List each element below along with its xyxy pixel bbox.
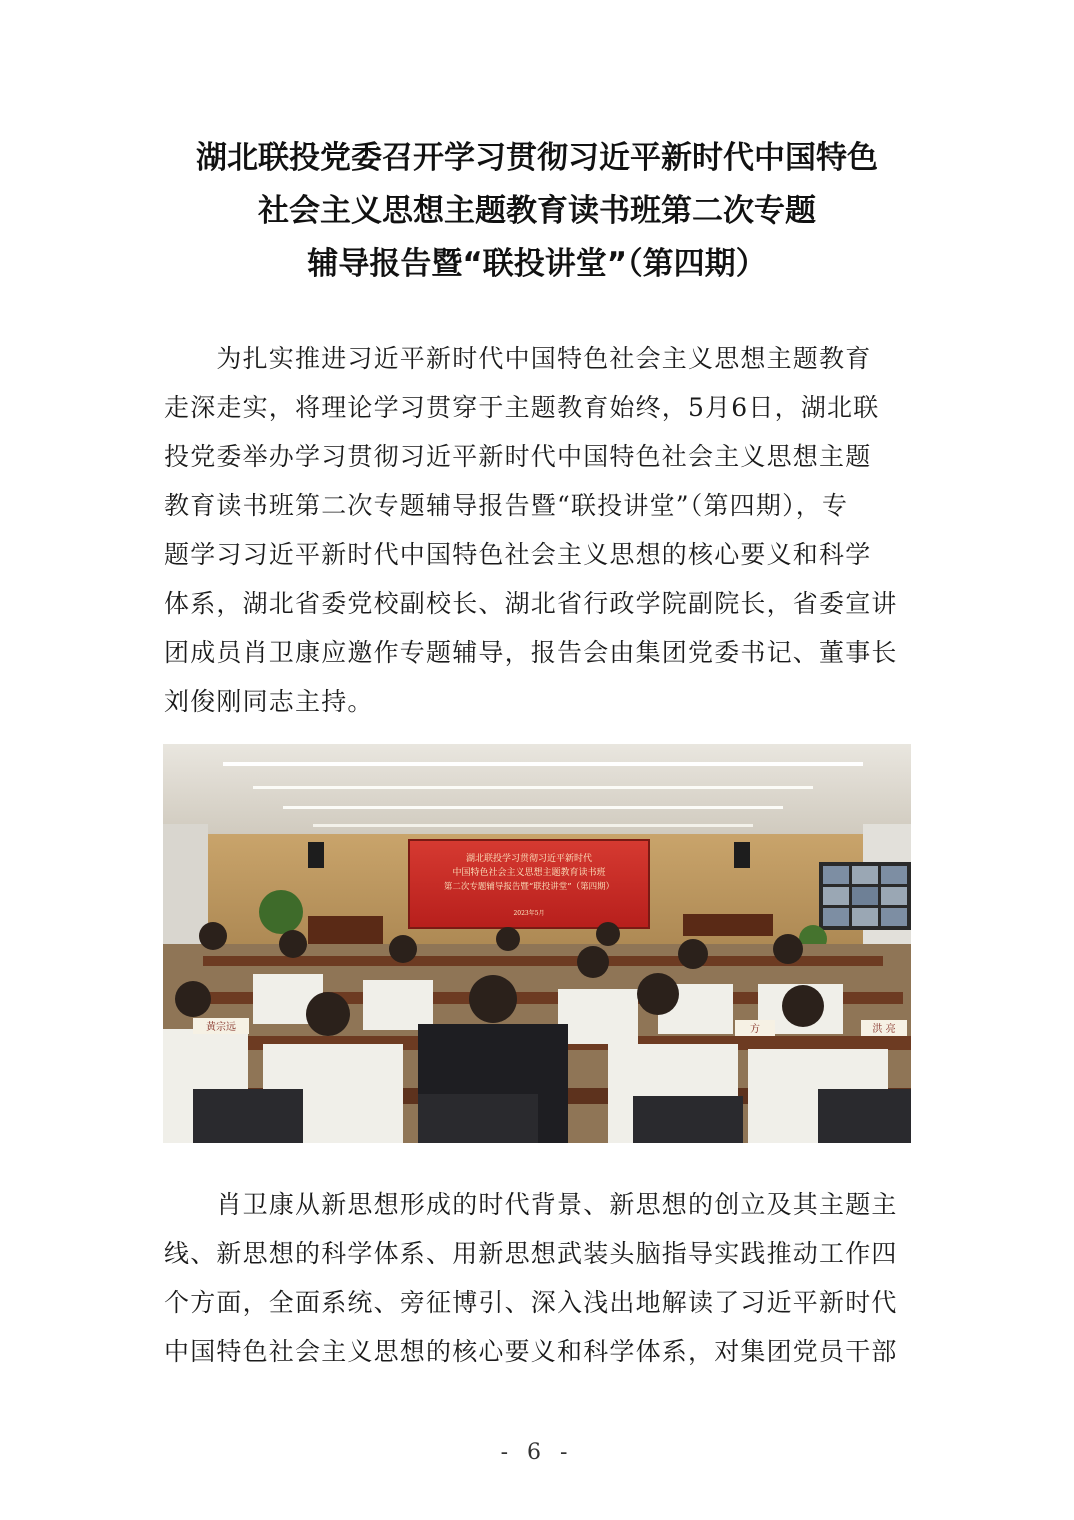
meeting-photo <box>163 744 911 1143</box>
paragraph-line: 个方面，全面系统、旁征博引、深入浅出地解读了习近平新时代 <box>164 1288 898 1317</box>
title-line-2: 社会主义思想主题教育读书班第二次专题 <box>258 193 816 229</box>
article-title <box>0 132 1074 291</box>
paragraph-2 <box>164 1180 912 1376</box>
paragraph-line: 团成员肖卫康应邀作专题辅导，报告会由集团党委书记、董事长 <box>164 638 898 667</box>
name-plate-1: 黄宗远 <box>206 1022 236 1033</box>
paragraph-line: 教育读书班第二次专题辅导报告暨“联投讲堂”（第四期），专 <box>164 491 849 520</box>
page-number: - 6 - <box>500 1440 574 1465</box>
name-plate-2: 方 <box>750 1024 760 1035</box>
paragraph-line: 中国特色社会主义思想的核心要义和科学体系，对集团党员干部 <box>164 1337 898 1366</box>
paragraph-line: 体系，湖北省委党校副校长、湖北省行政学院副院长，省委宣讲 <box>164 589 898 618</box>
name-plate-3: 洪 亮 <box>872 1024 896 1035</box>
screen-line-3: 第二次专题辅导报告暨“联投讲堂”（第四期） <box>443 882 615 892</box>
paragraph-line: 投党委举办学习贯彻习近平新时代中国特色社会主义思想主题 <box>164 442 872 471</box>
title-line-1: 湖北联投党委召开学习贯彻习近平新时代中国特色 <box>196 140 878 176</box>
screen-line-2: 中国特色社会主义思想主题教育读书班 <box>452 868 606 878</box>
paragraph-line: 线、新思想的科学体系、用新思想武装头脑指导实践推动工作四 <box>164 1239 898 1268</box>
paragraph-line: 为扎实推进习近平新时代中国特色社会主义思想主题教育 <box>164 344 872 373</box>
screen-line-4: 2023年5月 <box>513 910 545 917</box>
paragraph-1 <box>164 334 912 726</box>
screen-line-1: 湖北联投学习贯彻习近平新时代 <box>465 854 593 864</box>
paragraph-line: 题学习习近平新时代中国特色社会主义思想的核心要义和科学 <box>164 540 872 569</box>
paragraph-line: 走深走实，将理论学习贯穿于主题教育始终，5月6日，湖北联 <box>164 393 880 422</box>
title-line-3: 辅导报告暨“联投讲堂”（第四期） <box>307 246 767 282</box>
paragraph-line: 肖卫康从新思想形成的时代背景、新思想的创立及其主题主 <box>164 1190 898 1219</box>
paragraph-line: 刘俊刚同志主持。 <box>164 687 374 716</box>
